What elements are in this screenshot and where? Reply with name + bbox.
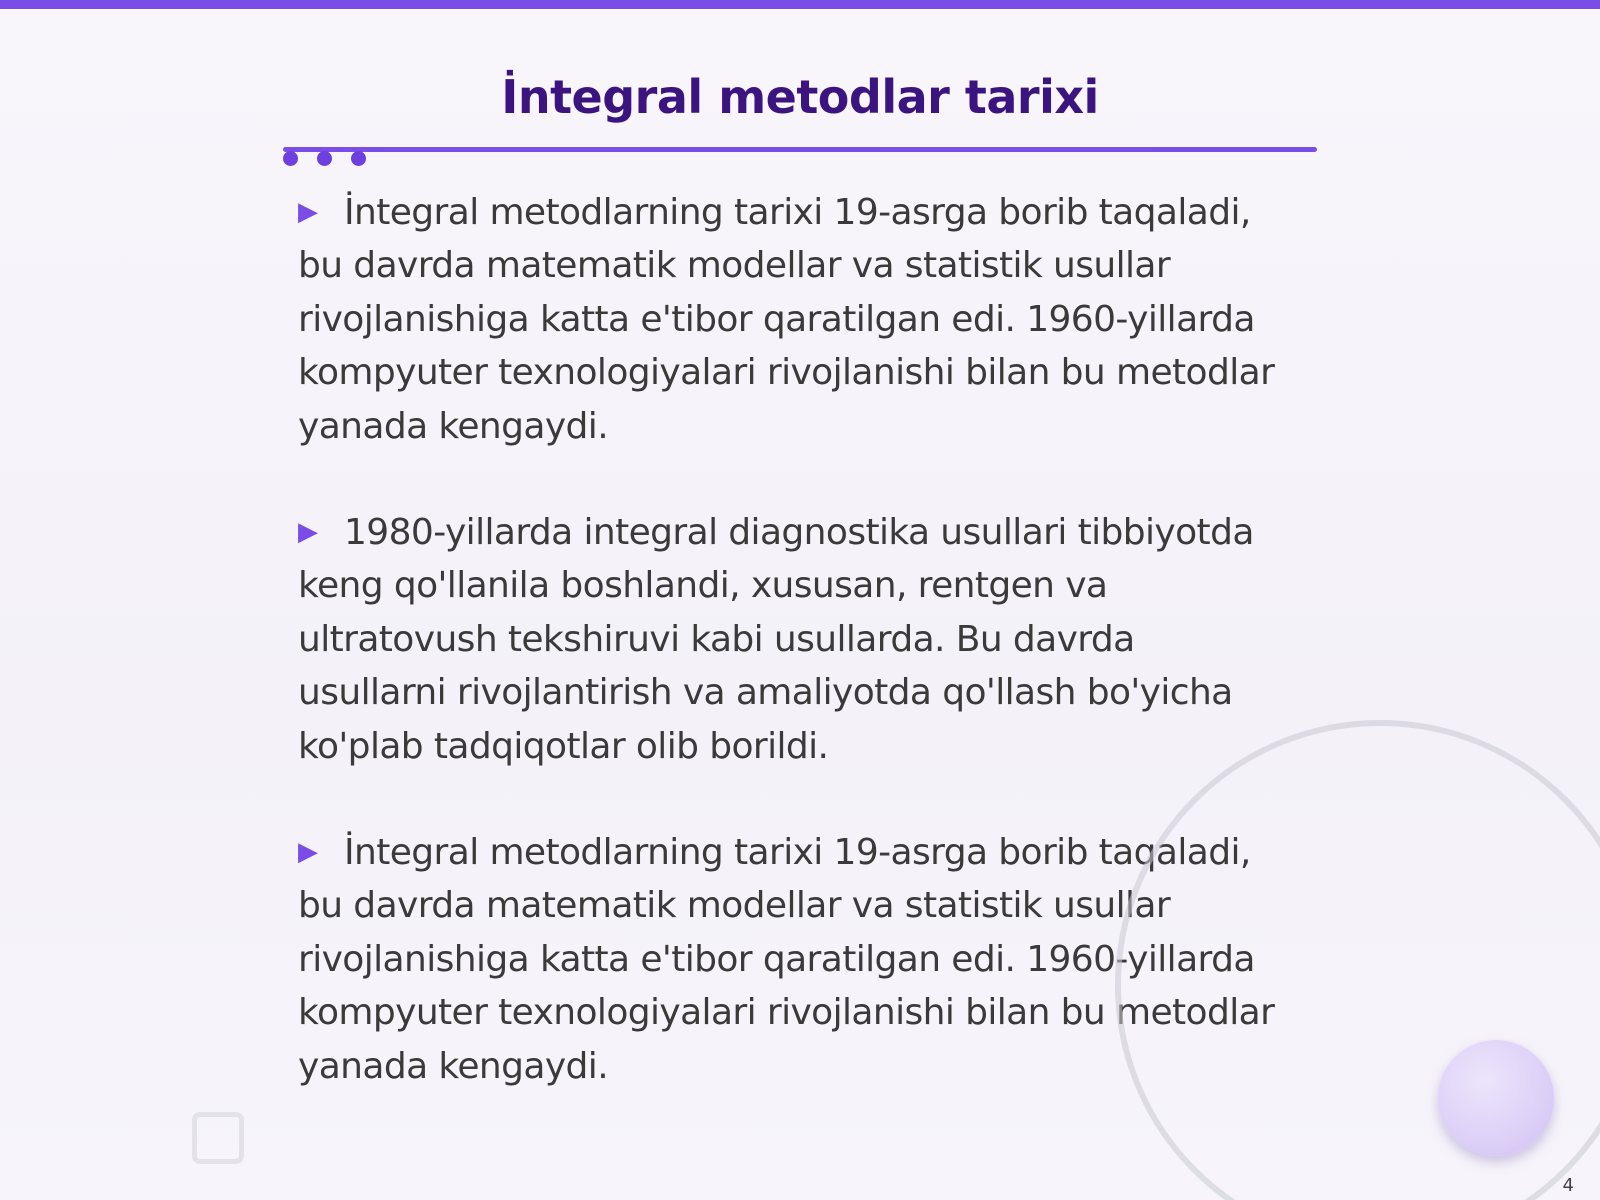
triangle-right-icon: ▶ xyxy=(298,837,318,868)
triangle-right-icon: ▶ xyxy=(298,517,318,548)
bullet-text: İntegral metodlarning tarixi 19-asrga borib taqaladi, bu davrda matematik modellar va statistik usullar rivojlanishiga katta e'tibor qaratilgan edi. 1960-yillarda kompyuter texnologiyalari rivojlanishi bilan bu metodlar yanada kengaydi. xyxy=(298,832,1275,1087)
top-accent-bar xyxy=(0,0,1600,9)
bullet-text: 1980-yillarda integral diagnostika usullari tibbiyotda keng qo'llanila boshlandi, xususan, rentgen va ultratovush tekshiruvi kabi usullarda. Bu davrda usullarni rivojlantirish va amaliyotda qo'llash bo'yicha ko'plab tadqiqotlar olib borildi. xyxy=(298,512,1254,767)
decorative-dot-3 xyxy=(351,151,366,166)
bullet-item xyxy=(298,506,1288,773)
decorative-square xyxy=(192,1112,244,1164)
slide-title: İntegral metodlar tarixi xyxy=(501,70,1099,124)
triangle-right-icon: ▶ xyxy=(298,197,318,227)
decorative-bubble xyxy=(1438,1040,1554,1156)
decorative-dot-1 xyxy=(283,151,298,166)
title-underline xyxy=(283,147,1317,152)
bullet-text: İntegral metodlarning tarixi 19-asrga borib taqaladi, bu davrda matematik modellar va statistik usullar rivojlanishiga katta e'tibor qaratilgan edi. 1960-yillarda kompyuter texnologiyalari rivojlanishi bilan bu metodlar yanada kengaydi. xyxy=(298,192,1275,447)
decorative-dot-2 xyxy=(317,151,332,166)
bullet-item xyxy=(298,186,1288,453)
page-number: 4 xyxy=(1562,1175,1574,1196)
